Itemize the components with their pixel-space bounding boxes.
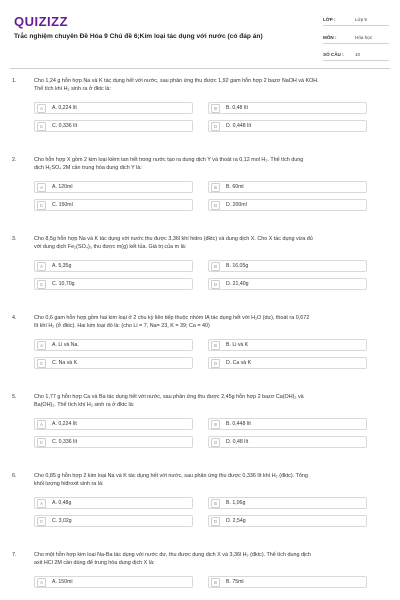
option-text: A. 0,224 lít: [52, 421, 77, 427]
answer-option-d[interactable]: [208, 120, 367, 132]
answer-option-a[interactable]: [34, 102, 193, 114]
question-text-line: Thể tích khí H₂ sinh ra ở đktc là:: [34, 85, 111, 92]
answer-option-a[interactable]: [34, 181, 193, 193]
question-text: [34, 157, 386, 172]
option-letter-badge: C: [37, 201, 46, 210]
question-text: [34, 552, 386, 567]
option-text: B. 1,06g: [226, 500, 246, 506]
question-text-line: Cho 0,6 gam hỗn hợp gồm hai kim loại ở 2 chu kỳ liên tiếp thuộc nhóm IA tác dụng hết với H₂O (dư), thoát ra 0,672: [34, 315, 310, 321]
answer-option-c[interactable]: [34, 436, 193, 448]
option-text: B. 0,48 lít: [226, 105, 248, 111]
question-text: [34, 473, 386, 488]
option-letter-badge: C: [37, 122, 46, 131]
answer-option-c[interactable]: [34, 199, 193, 211]
option-letter-badge: D: [211, 280, 220, 289]
question-text-line: khối lượng hiđroxit sinh ra là:: [34, 480, 104, 487]
option-letter-badge: B: [211, 341, 220, 350]
meta-label: LỚP :: [323, 17, 336, 22]
question-text-line: Cho 0,85 g hỗn hợp 2 kim loại Na và K tác dụng hết với nước, sau phản ứng thu được 0,336 lít khí H₂ (đktc). Tổng: [34, 473, 308, 479]
question-text-line: Cho 8,5g hỗn hợp Na và K tác dụng với nước thu được 3,36l khí hidro (đktc) và dung dịch X. Cho X tác dụng vừa đủ: [34, 236, 313, 242]
option-text: B. 75ml: [226, 579, 244, 585]
option-letter-badge: B: [211, 578, 220, 587]
question-text-line: Ba(OH)₂. Thể tích khí H₂ sinh ra ở đktc là:: [34, 401, 135, 408]
meta-row-class: [323, 14, 389, 26]
question-text-line: axit HCl 2M cần dùng để trung hòa dung dịch X là:: [34, 559, 155, 566]
question-text-line: dịch H₂SO₄ 2M cần trung hòa dung dịch Y là:: [34, 164, 142, 171]
answer-option-d[interactable]: [208, 199, 367, 211]
answer-option-a[interactable]: [34, 418, 193, 430]
answer-option-c[interactable]: [34, 120, 193, 132]
option-text: D. 2,54g: [226, 518, 246, 524]
option-letter-badge: A: [37, 262, 46, 271]
quizizz-logo: [14, 14, 68, 29]
answer-option-d[interactable]: [208, 278, 367, 290]
meta-label: SỐ CÂU :: [323, 52, 344, 57]
question-number: 5.: [12, 394, 17, 400]
question-number: 1.: [12, 78, 17, 84]
question-number: 6.: [12, 473, 17, 479]
option-letter-badge: D: [211, 359, 220, 368]
meta-row-subject: [323, 32, 389, 44]
option-text: D. Ca và K: [226, 360, 252, 366]
option-letter-badge: D: [211, 201, 220, 210]
answer-option-b[interactable]: [208, 181, 367, 193]
answer-option-a[interactable]: [34, 339, 193, 351]
question-text: [34, 394, 386, 409]
option-text: A. 5,35g: [52, 263, 72, 269]
option-letter-badge: B: [211, 183, 220, 192]
option-letter-badge: A: [37, 341, 46, 350]
option-text: B. 60ml: [226, 184, 244, 190]
meta-label: MÔN :: [323, 34, 337, 40]
option-text: C. 0,336 lít: [52, 123, 78, 129]
option-letter-badge: C: [37, 359, 46, 368]
worksheet-title: Trắc nghiệm chuyên Đề Hóa 9 Chủ đề 6;Kim loại tác dụng với nước (có đáp án): [14, 33, 263, 40]
option-letter-badge: B: [211, 499, 220, 508]
meta-value: 10: [355, 52, 361, 57]
answer-option-b[interactable]: [208, 576, 367, 588]
option-letter-badge: D: [211, 438, 220, 447]
option-letter-badge: D: [211, 122, 220, 131]
question-number: 4.: [12, 315, 17, 321]
option-text: C. 150ml: [52, 202, 73, 208]
option-text: C. 10,70g: [52, 281, 75, 287]
option-text: A. 0,224 lít: [52, 105, 77, 111]
option-text: A. 120ml: [52, 184, 73, 190]
answer-option-b[interactable]: [208, 418, 367, 430]
answer-option-a[interactable]: [34, 497, 193, 509]
option-text: C. 3,02g: [52, 518, 72, 524]
option-letter-badge: A: [37, 183, 46, 192]
option-text: C. Na và K.: [52, 360, 79, 366]
answer-option-b[interactable]: [208, 102, 367, 114]
question-text-line: lít khí H₂ (ở đktc). Hai kim loại đó là: (cho Li = 7, Na= 23, K = 39; Ca = 40): [34, 322, 210, 329]
meta-value: Hóa học: [355, 34, 373, 40]
question-text: [34, 315, 386, 330]
option-letter-badge: C: [37, 280, 46, 289]
answer-option-b[interactable]: [208, 339, 367, 351]
option-text: D. 0,448 lít: [226, 123, 252, 129]
option-letter-badge: A: [37, 578, 46, 587]
option-letter-badge: A: [37, 420, 46, 429]
option-text: A. Li và Na.: [52, 342, 79, 348]
question-text: [34, 78, 386, 93]
answer-option-d[interactable]: [208, 515, 367, 527]
question-text-line: Cho 1,77 g hỗn hợp Ca và Ba tác dụng hết với nước, sau phản ứng thu được 2,45g hỗn hợp 2 bazơ Ca(OH)₂ và: [34, 394, 304, 400]
answer-option-b[interactable]: [208, 497, 367, 509]
option-letter-badge: B: [211, 420, 220, 429]
option-text: B. 16,05g: [226, 263, 249, 269]
question-text-line: Cho hỗn hợp X gồm 2 kim loại kiềm tan hết trong nước tạo ra dung dịch Y và thoát ra 0,12 mol H₂. Thể tích dung: [34, 157, 304, 163]
answer-option-d[interactable]: [208, 436, 367, 448]
answer-option-d[interactable]: [208, 357, 367, 369]
answer-option-c[interactable]: [34, 357, 193, 369]
option-text: A. 0,48g: [52, 500, 72, 506]
logo-text: QUIZIZZ: [14, 14, 69, 29]
option-text: B. 0,448 lít: [226, 421, 251, 427]
meta-value: Lớp 9: [355, 17, 367, 22]
question-text: [34, 236, 386, 251]
option-text: A. 150ml: [52, 579, 73, 585]
answer-option-c[interactable]: [34, 515, 193, 527]
option-letter-badge: B: [211, 262, 220, 271]
worksheet-header: [0, 0, 400, 66]
option-text: C. 0,336 lít: [52, 439, 78, 445]
answer-option-c[interactable]: [34, 278, 193, 290]
option-text: D. 0,48 lít: [226, 439, 249, 445]
option-letter-badge: D: [211, 517, 220, 526]
answer-option-b[interactable]: [208, 260, 367, 272]
option-letter-badge: A: [37, 104, 46, 113]
option-text: D. 200ml: [226, 202, 247, 208]
meta-row-count: [323, 49, 389, 61]
worksheet-meta: [323, 14, 389, 67]
question-text-line: Cho 1,24 g hỗn hợp Na và K tác dụng hết với nước, sau phản ứng thu được 1,92 gam hỗn hợp 2 bazơ NaOH và KOH.: [34, 78, 319, 84]
question-text-line: Cho một hỗn hợp kim loại Na-Ba tác dụng với nước dư, thu được dung dịch X và 3,36l H₂ (đktc). Thể tích dung dịch: [34, 552, 311, 558]
option-text: B. Li và K: [226, 342, 249, 348]
option-letter-badge: C: [37, 438, 46, 447]
option-letter-badge: C: [37, 517, 46, 526]
option-text: D. 21,40g: [226, 281, 249, 287]
question-number: 3.: [12, 236, 17, 242]
option-letter-badge: B: [211, 104, 220, 113]
question-number: 2.: [12, 157, 17, 163]
answer-option-a[interactable]: [34, 260, 193, 272]
answer-option-a[interactable]: [34, 576, 193, 588]
header-divider: [10, 68, 390, 69]
question-text-line: với dung dịch Fe₂(SO₄)₃ thu được m(g) kết tủa. Giá trị của m là:: [34, 243, 187, 250]
question-number: 7.: [12, 552, 17, 558]
option-letter-badge: A: [37, 499, 46, 508]
